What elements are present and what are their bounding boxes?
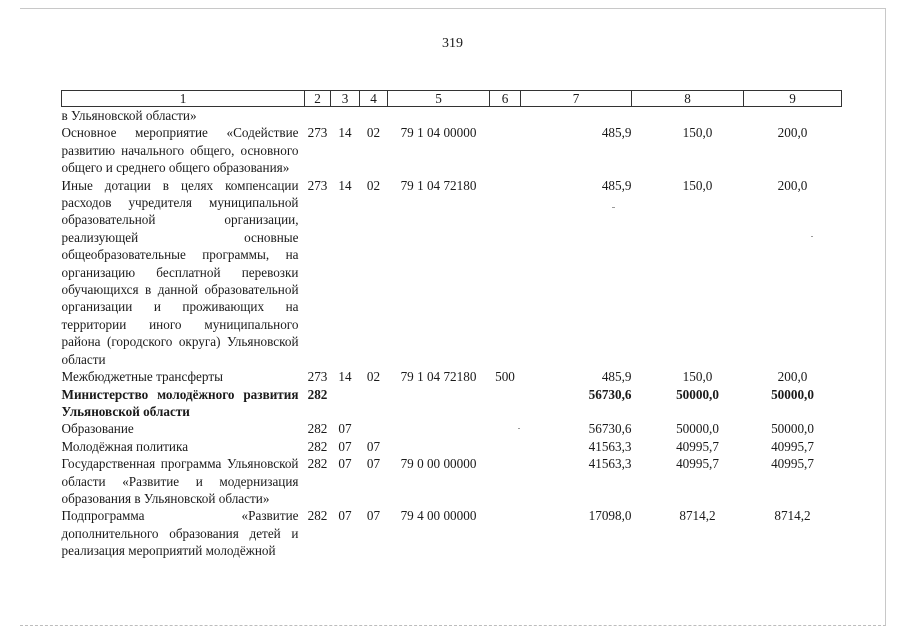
row-value-cell: 8714,2 (679, 508, 716, 524)
row-value-cell (331, 107, 360, 125)
row-value-cell: 41563,3 (588, 438, 632, 454)
column-header: 8 (632, 91, 744, 107)
row-value-cell: 02 (366, 369, 381, 385)
row-value-cell: 02 (366, 177, 381, 193)
row-value-cell: 150,0 (682, 125, 713, 141)
row-value-cell: 282 (307, 438, 328, 454)
row-value-cell: 282 (307, 456, 328, 472)
row-name-cell: Молодёжная политика (61, 438, 189, 454)
table-row (62, 438, 842, 455)
row-value-cell (490, 438, 521, 455)
row-value-cell: 273 (307, 125, 328, 141)
row-value-cell (388, 438, 490, 455)
row-value-cell: 485,9 (601, 125, 632, 141)
row-name-cell: Основное мероприятие «Содействие развитию начального общего, основного общего и среднего общего образования» (61, 125, 299, 176)
row-value-cell (744, 107, 842, 125)
budget-table (61, 90, 842, 560)
row-value-cell (490, 420, 521, 437)
row-value-cell (521, 107, 632, 125)
row-name-cell: Иные дотации в целях компенсации расходов учредителя муниципальной образовательной организации, реализующей основные общеобразовательные программы, на организацию бесплатной перевозки обучающихся в данной образовательной организации и проживающих на территории иного муниципального района (городского округа) Ульяновской области (61, 177, 299, 367)
row-value-cell: 40995,7 (771, 438, 814, 454)
table-row (62, 507, 842, 559)
row-value-cell: 07 (338, 456, 352, 472)
row-value-cell (331, 386, 360, 421)
row-value-cell (360, 107, 388, 125)
row-value-cell: 07 (338, 421, 352, 437)
row-value-cell (388, 107, 490, 125)
row-value-cell (360, 386, 388, 421)
scan-speck (612, 207, 615, 208)
row-value-cell: 14 (338, 369, 352, 385)
row-value-cell (490, 177, 521, 368)
row-value-cell: 40995,7 (771, 456, 814, 472)
row-value-cell: 200,0 (777, 369, 808, 385)
row-value-cell (388, 386, 490, 421)
table-row (62, 386, 842, 421)
row-value-cell: 485,9 (601, 369, 632, 385)
row-value-cell: 79 1 04 72180 (400, 177, 477, 193)
row-value-cell: 79 4 00 00000 (400, 508, 477, 524)
column-header: 5 (388, 91, 490, 107)
row-name-cell: Межбюджетные трансферты (61, 369, 223, 385)
row-value-cell: 485,9 (601, 177, 632, 193)
row-value-cell: 150,0 (682, 369, 713, 385)
row-value-cell: 79 0 00 00000 (400, 456, 477, 472)
scan-speck (518, 428, 520, 429)
table-row (62, 177, 842, 368)
row-value-cell (490, 507, 521, 559)
column-header: 2 (305, 91, 331, 107)
row-value-cell: 07 (338, 438, 352, 454)
scan-speck (811, 236, 813, 237)
row-value-cell: 8714,2 (774, 508, 811, 524)
column-header: 4 (360, 91, 388, 107)
row-value-cell: 14 (338, 177, 352, 193)
column-header: 3 (331, 91, 360, 107)
row-name-cell: Государственная программа Ульяновской области «Развитие и модернизация образования в Ульяновской области» (61, 456, 299, 506)
column-header: 1 (62, 91, 305, 107)
row-value-cell: 14 (338, 125, 352, 141)
page-number: 319 (442, 36, 463, 51)
row-value-cell: 50000,0 (771, 421, 814, 437)
column-header: 7 (521, 91, 632, 107)
row-value-cell: 02 (366, 125, 381, 141)
row-value-cell: 40995,7 (676, 438, 719, 454)
row-value-cell (490, 107, 521, 125)
table-body (62, 107, 842, 560)
row-value-cell (388, 420, 490, 437)
row-value-cell: 07 (366, 438, 381, 454)
row-value-cell: 50000,0 (676, 386, 719, 402)
column-header: 9 (744, 91, 842, 107)
row-value-cell: 200,0 (777, 177, 808, 193)
row-value-cell: 40995,7 (676, 456, 719, 472)
row-value-cell: 282 (307, 421, 328, 437)
row-value-cell: 500 (495, 369, 515, 385)
table-row (62, 420, 842, 437)
table-row (62, 455, 842, 507)
row-value-cell (305, 107, 331, 125)
row-name-cell: Подпрограмма «Развитие дополнительного образования детей и реализация мероприятий молодёжной (61, 508, 299, 559)
row-value-cell: 282 (307, 508, 328, 524)
row-value-cell: 200,0 (777, 125, 808, 141)
table-row (62, 124, 842, 176)
table-row (62, 368, 842, 385)
row-value-cell (490, 124, 521, 176)
row-value-cell: 50000,0 (771, 386, 814, 402)
column-header: 6 (490, 91, 521, 107)
row-value-cell (490, 455, 521, 507)
row-name-cell: Образование (61, 421, 134, 437)
row-value-cell: 41563,3 (588, 456, 632, 472)
row-value-cell: 282 (307, 386, 328, 402)
row-value-cell: 07 (338, 508, 352, 524)
row-value-cell: 150,0 (682, 177, 713, 193)
row-value-cell: 79 1 04 00000 (400, 125, 477, 141)
row-value-cell: 50000,0 (676, 421, 719, 437)
row-value-cell: 79 1 04 72180 (400, 369, 477, 385)
table-header-row (62, 91, 842, 107)
row-value-cell: 07 (366, 456, 381, 472)
row-name-cell: Министерство молодёжного развития Ульяновской области (61, 386, 299, 419)
row-value-cell (490, 386, 521, 421)
row-value-cell: 56730,6 (588, 421, 632, 437)
row-value-cell (360, 420, 388, 437)
row-value-cell: 07 (366, 508, 381, 524)
row-name-cell: в Ульяновской области» (61, 108, 197, 123)
row-value-cell: 56730,6 (588, 386, 632, 402)
row-value-cell: 273 (307, 369, 328, 385)
row-value-cell: 17098,0 (588, 508, 632, 524)
row-value-cell: 273 (307, 177, 328, 193)
table-row (62, 107, 842, 125)
row-value-cell (632, 107, 744, 125)
